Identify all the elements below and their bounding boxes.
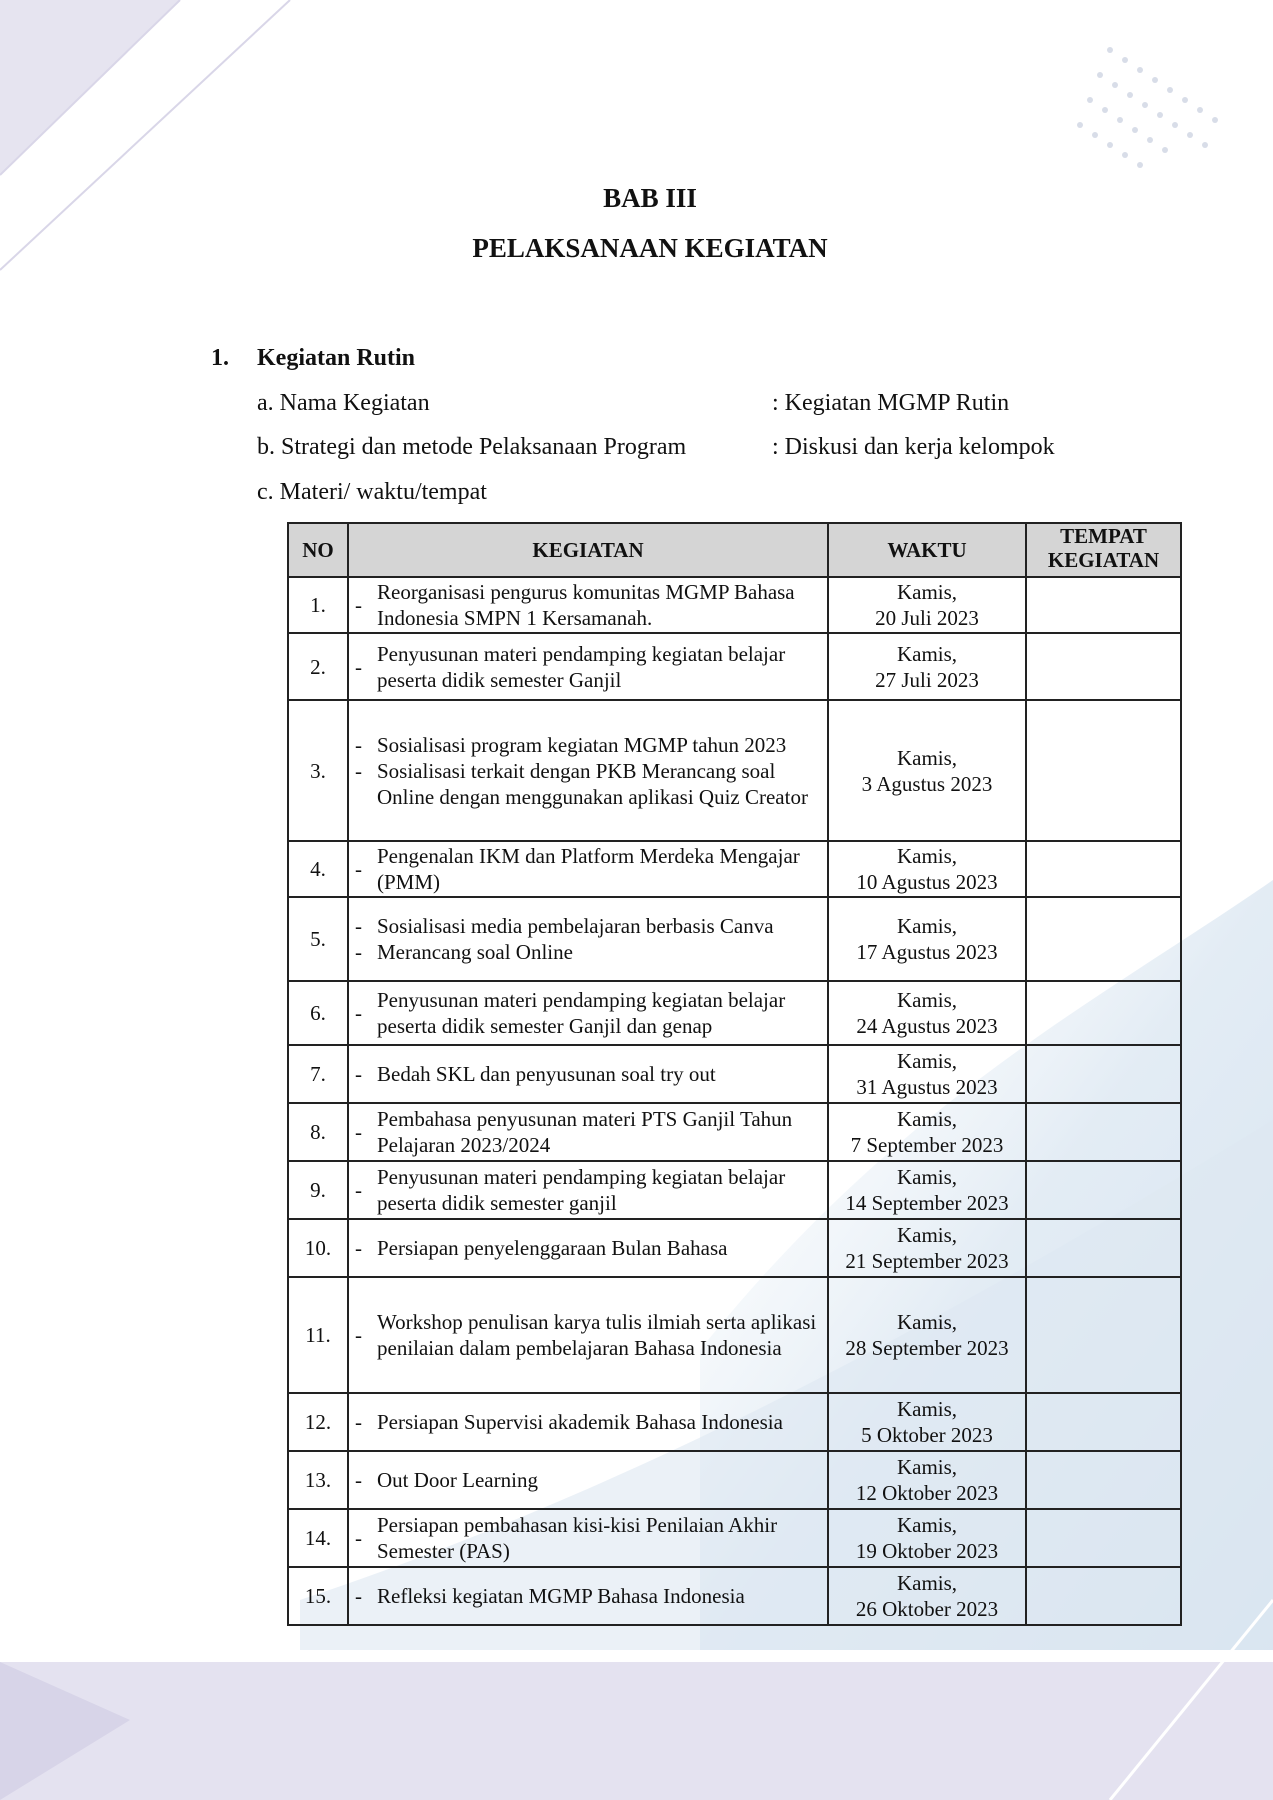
chapter-title: PELAKSANAAN KEGIATAN bbox=[472, 233, 828, 263]
row-number: 7. bbox=[288, 1045, 348, 1103]
place-cell bbox=[1026, 1567, 1181, 1625]
time-cell bbox=[828, 1567, 1026, 1625]
detail-value: : Diskusi dan kerja kelompok bbox=[772, 434, 1055, 460]
detail-label: a. Nama Kegiatan bbox=[257, 390, 430, 416]
time-day: Kamis, bbox=[896, 1223, 958, 1247]
detail-value: : Kegiatan MGMP Rutin bbox=[772, 390, 1010, 416]
activity-item: - Sosialisasi terkait dengan PKB Merancang soal Online dengan menggunakan aplikasi Quiz Creator bbox=[351, 758, 825, 810]
place-cell bbox=[1026, 577, 1181, 633]
time-cell bbox=[828, 700, 1026, 841]
activity-cell bbox=[348, 1277, 828, 1393]
time-cell bbox=[828, 633, 1026, 700]
row-number: 12. bbox=[288, 1393, 348, 1451]
time-day: Kamis, bbox=[896, 1397, 958, 1421]
activity-item: - Penyusunan materi pendamping kegiatan belajar peserta didik semester Ganjil bbox=[351, 641, 825, 693]
place-cell bbox=[1026, 1219, 1181, 1277]
time-date: 20 Juli 2023 bbox=[875, 606, 979, 630]
section-number: 1. bbox=[211, 345, 229, 371]
place-cell bbox=[1026, 1103, 1181, 1161]
time-date: 14 September 2023 bbox=[845, 1191, 1009, 1215]
row-number: 5. bbox=[288, 897, 348, 981]
table-header-row bbox=[288, 523, 1181, 577]
time-day: Kamis, bbox=[896, 844, 958, 868]
activity-item: - Bedah SKL dan penyusunan soal try out bbox=[351, 1061, 825, 1087]
activity-item: - Sosialisasi program kegiatan MGMP tahun 2023 bbox=[351, 732, 825, 758]
table-row bbox=[288, 1567, 1181, 1625]
activity-item: - Workshop penulisan karya tulis ilmiah serta aplikasi penilaian dalam pembelajaran Bahasa Indonesia bbox=[351, 1309, 825, 1361]
header-waktu: WAKTU bbox=[828, 523, 1026, 577]
place-cell bbox=[1026, 1509, 1181, 1567]
activity-cell bbox=[348, 1219, 828, 1277]
activity-cell bbox=[348, 1045, 828, 1103]
place-cell bbox=[1026, 1451, 1181, 1509]
chapter-number: BAB III bbox=[603, 183, 697, 213]
table-row bbox=[288, 1277, 1181, 1393]
time-day: Kamis, bbox=[896, 1165, 958, 1189]
table-row bbox=[288, 1393, 1181, 1451]
row-number: 1. bbox=[288, 577, 348, 633]
time-day: Kamis, bbox=[896, 580, 958, 604]
header-kegiatan: KEGIATAN bbox=[348, 523, 828, 577]
activity-cell bbox=[348, 1451, 828, 1509]
activity-item: - Persiapan Supervisi akademik Bahasa Indonesia bbox=[351, 1409, 825, 1435]
time-cell bbox=[828, 1393, 1026, 1451]
time-date: 19 Oktober 2023 bbox=[855, 1539, 999, 1563]
activity-item: - Merancang soal Online bbox=[351, 939, 825, 965]
activity-item: - Out Door Learning bbox=[351, 1467, 825, 1493]
table-row bbox=[288, 1045, 1181, 1103]
time-cell bbox=[828, 577, 1026, 633]
time-cell bbox=[828, 1509, 1026, 1567]
time-day: Kamis, bbox=[896, 1310, 958, 1334]
time-date: 27 Juli 2023 bbox=[875, 667, 979, 692]
row-number: 9. bbox=[288, 1161, 348, 1219]
time-day: Kamis, bbox=[896, 745, 958, 770]
table-row bbox=[288, 1451, 1181, 1509]
activity-cell bbox=[348, 1161, 828, 1219]
activity-item: - Penyusunan materi pendamping kegiatan belajar peserta didik semester ganjil bbox=[351, 1164, 825, 1216]
table-row bbox=[288, 897, 1181, 981]
activity-cell bbox=[348, 633, 828, 700]
time-cell bbox=[828, 897, 1026, 981]
activity-cell bbox=[348, 981, 828, 1045]
place-cell bbox=[1026, 1161, 1181, 1219]
time-cell bbox=[828, 1045, 1026, 1103]
activity-cell bbox=[348, 1567, 828, 1625]
activity-item: - Persiapan penyelenggaraan Bulan Bahasa bbox=[351, 1235, 825, 1261]
table-row bbox=[288, 841, 1181, 897]
place-cell bbox=[1026, 1045, 1181, 1103]
table-row bbox=[288, 1103, 1181, 1161]
activity-item: - Pembahasa penyusunan materi PTS Ganjil Tahun Pelajaran 2023/2024 bbox=[351, 1106, 825, 1158]
place-cell bbox=[1026, 981, 1181, 1045]
activity-cell bbox=[348, 700, 828, 841]
time-date: 10 Agustus 2023 bbox=[856, 870, 998, 894]
time-cell bbox=[828, 1219, 1026, 1277]
time-date: 26 Oktober 2023 bbox=[855, 1597, 999, 1621]
time-date: 7 September 2023 bbox=[850, 1133, 1004, 1157]
time-day: Kamis, bbox=[896, 1107, 958, 1131]
time-day: Kamis, bbox=[896, 914, 958, 938]
header-tempat bbox=[1026, 523, 1181, 577]
time-cell bbox=[828, 841, 1026, 897]
activity-item: - Sosialisasi media pembelajaran berbasis Canva bbox=[351, 913, 825, 939]
table-row bbox=[288, 633, 1181, 700]
time-cell bbox=[828, 1277, 1026, 1393]
time-date: 12 Oktober 2023 bbox=[855, 1481, 999, 1505]
table-row bbox=[288, 1509, 1181, 1567]
table-row bbox=[288, 1219, 1181, 1277]
activity-cell bbox=[348, 841, 828, 897]
schedule-table bbox=[287, 522, 1182, 1626]
time-date: 21 September 2023 bbox=[845, 1249, 1009, 1273]
table-row bbox=[288, 577, 1181, 633]
detail-label: b. Strategi dan metode Pelaksanaan Program bbox=[257, 434, 687, 460]
activity-item: - Reorganisasi pengurus komunitas MGMP Bahasa Indonesia SMPN 1 Kersamanah. bbox=[351, 579, 825, 631]
time-cell bbox=[828, 1451, 1026, 1509]
time-day: Kamis, bbox=[896, 1513, 958, 1537]
time-cell bbox=[828, 1103, 1026, 1161]
time-cell bbox=[828, 1161, 1026, 1219]
activity-item: - Refleksi kegiatan MGMP Bahasa Indonesia bbox=[351, 1583, 825, 1609]
time-date: 28 September 2023 bbox=[845, 1336, 1009, 1360]
time-cell bbox=[828, 981, 1026, 1045]
detail-label: c. Materi/ waktu/tempat bbox=[257, 479, 487, 505]
activity-item: - Pengenalan IKM dan Platform Merdeka Mengajar (PMM) bbox=[351, 843, 825, 895]
table-row bbox=[288, 981, 1181, 1045]
time-date: 17 Agustus 2023 bbox=[856, 940, 998, 964]
section-title: Kegiatan Rutin bbox=[257, 345, 416, 371]
header-tempat-line1: TEMPAT bbox=[1060, 524, 1147, 548]
place-cell bbox=[1026, 841, 1181, 897]
activity-cell bbox=[348, 1103, 828, 1161]
time-day: Kamis, bbox=[896, 1455, 958, 1479]
row-number: 4. bbox=[288, 841, 348, 897]
row-number: 14. bbox=[288, 1509, 348, 1567]
row-number: 8. bbox=[288, 1103, 348, 1161]
activity-item: - Penyusunan materi pendamping kegiatan belajar peserta didik semester Ganjil dan genap bbox=[351, 987, 825, 1039]
activity-cell bbox=[348, 1393, 828, 1451]
table-row bbox=[288, 1161, 1181, 1219]
activity-cell bbox=[348, 577, 828, 633]
header-no: NO bbox=[288, 523, 348, 577]
time-day: Kamis, bbox=[896, 1571, 958, 1595]
time-day: Kamis, bbox=[896, 988, 958, 1012]
place-cell bbox=[1026, 1277, 1181, 1393]
row-number: 11. bbox=[288, 1277, 348, 1393]
table-row bbox=[288, 700, 1181, 841]
row-number: 6. bbox=[288, 981, 348, 1045]
row-number: 2. bbox=[288, 633, 348, 700]
header-tempat-line2: KEGIATAN bbox=[1047, 548, 1160, 572]
time-day: Kamis, bbox=[896, 1049, 958, 1073]
activity-cell bbox=[348, 1509, 828, 1567]
row-number: 13. bbox=[288, 1451, 348, 1509]
time-date: 24 Agustus 2023 bbox=[856, 1014, 998, 1038]
row-number: 3. bbox=[288, 700, 348, 841]
time-date: 31 Agustus 2023 bbox=[856, 1075, 998, 1099]
time-day: Kamis, bbox=[896, 641, 958, 666]
row-number: 10. bbox=[288, 1219, 348, 1277]
activity-cell bbox=[348, 897, 828, 981]
place-cell bbox=[1026, 1393, 1181, 1451]
place-cell bbox=[1026, 897, 1181, 981]
time-date: 5 Oktober 2023 bbox=[861, 1423, 993, 1447]
place-cell bbox=[1026, 633, 1181, 700]
activity-item: - Persiapan pembahasan kisi-kisi Penilaian Akhir Semester (PAS) bbox=[351, 1512, 825, 1564]
time-date: 3 Agustus 2023 bbox=[861, 771, 993, 796]
place-cell bbox=[1026, 700, 1181, 841]
row-number: 15. bbox=[288, 1567, 348, 1625]
